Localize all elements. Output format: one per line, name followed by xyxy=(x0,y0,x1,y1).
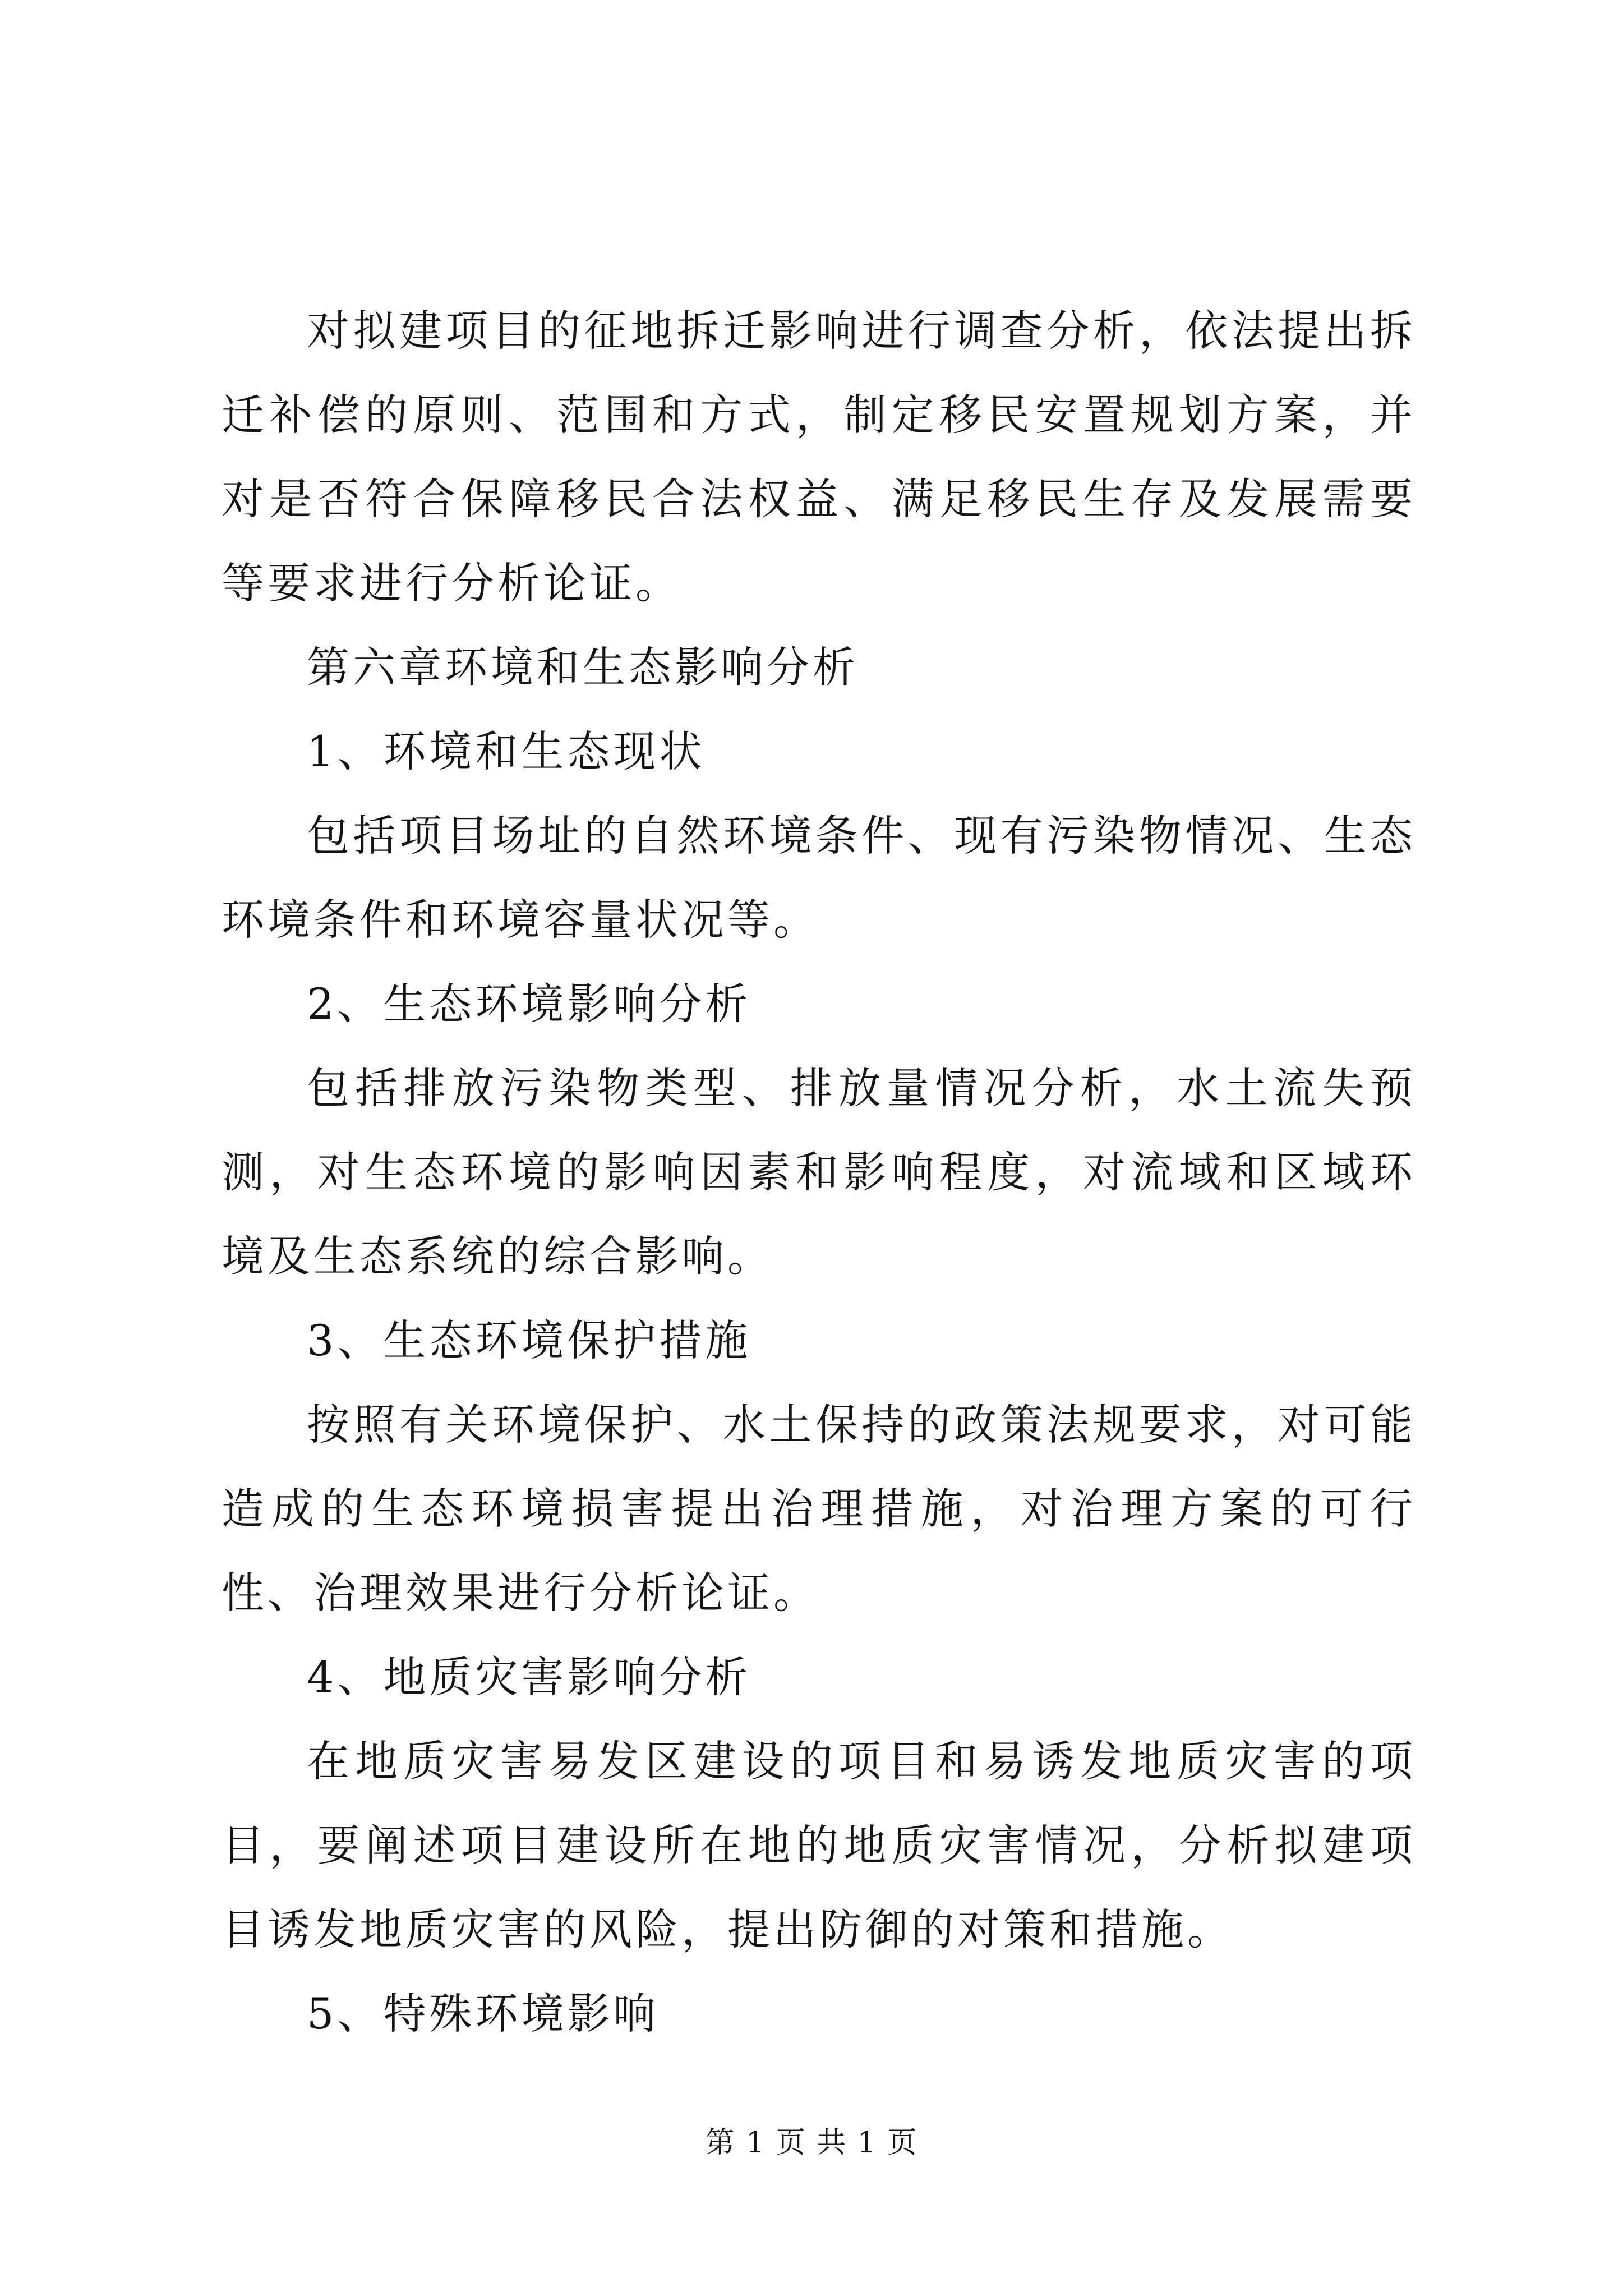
paragraph-section-1: 包括项目场址的自然环境条件、现有污染物情况、生态环境条件和环境容量状况等。 xyxy=(222,811,1416,945)
paragraph-section-3: 按照有关环境保护、水土保持的政策法规要求，对可能造成的生态环境损害提出治理措施，对治理方案的可行性、治理效果进行分析论证。 xyxy=(222,1400,1416,1618)
section-heading-1: 1、环境和生态现状 xyxy=(307,726,706,776)
chapter-heading: 第六章环境和生态影响分析 xyxy=(307,642,859,692)
section-heading-3: 3、生态环境保护措施 xyxy=(307,1315,751,1365)
paragraph-section-4: 在地质灾害易发区建设的项目和易诱发地质灾害的项目，要阐述项目建设所在地的地质灾害情况，分析拟建项目诱发地质灾害的风险，提出防御的对策和措施。 xyxy=(222,1736,1416,1954)
section-heading-4: 4、地质灾害影响分析 xyxy=(307,1652,751,1702)
paragraph-resettlement: 对拟建项目的征地拆迁影响进行调查分析，依法提出拆迁补偿的原则、范围和方式，制定移民安置规划方案，并对是否符合保障移民合法权益、满足移民生存及发展需要等要求进行分析论证。 xyxy=(222,306,1416,608)
section-heading-5: 5、特殊环境影响 xyxy=(307,1989,660,2039)
page-footer: 第 1 页 共 1 页 xyxy=(705,2126,918,2160)
paragraph-section-2: 包括排放污染物类型、排放量情况分析，水土流失预测，对生态环境的影响因素和影响程度，对流域和区域环境及生态系统的综合影响。 xyxy=(222,1063,1416,1281)
section-heading-2: 2、生态环境影响分析 xyxy=(307,979,751,1029)
document-body xyxy=(222,289,1416,2056)
